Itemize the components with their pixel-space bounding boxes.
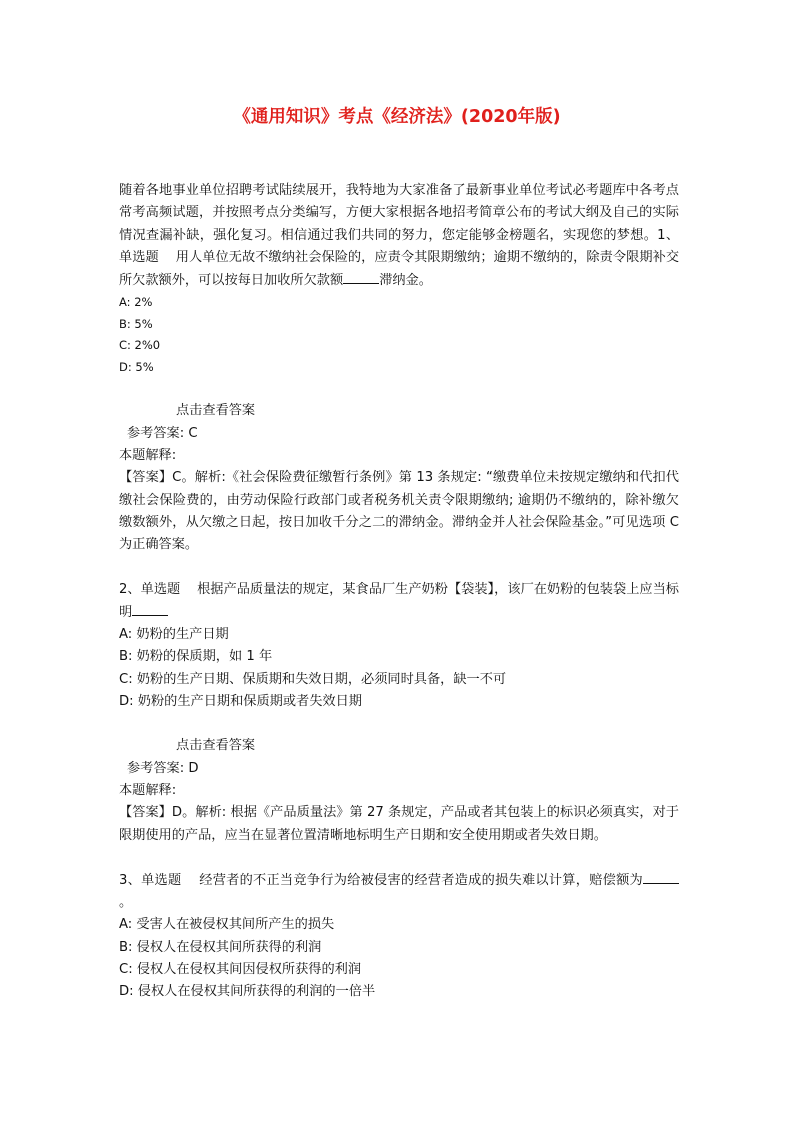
answer-blank [643,869,679,884]
explanation-label: 本题解释: [119,448,177,464]
show-answer-link[interactable]: 点击查看答案 [176,738,256,754]
option-a: A: 受害人在被侵权其间所产生的损失 [119,917,335,933]
question-1-stem-end: 滞纳金。 [379,273,432,289]
intro-text: 随着各地事业单位招聘考试陆续展开，我特地为大家准备了最新事业单位考试必考题库中各考点常考高频试题，并按照考点分类编写，方便大家根据各地招考简章公布的考试大纲及自己的实际情况查漏补缺，强化复习。相信通过我们共同的努力，您定能够金榜题名，实现您的梦想。 [119,183,679,243]
option-a: A: 2% [119,295,153,310]
option-d: D: 奶粉的生产日期和保质期或者失效日期 [119,694,362,710]
explanation-label: 本题解释: [119,782,177,798]
option-b: B: 侵权人在侵权其间所获得的利润 [119,939,322,955]
question-2-stem: 根据产品质量法的规定，某食品厂生产奶粉【袋装】，该厂在奶粉的包装袋上应当标明 [119,581,679,620]
explanation-text: 【答案】D。解析: 根据《产品质量法》第 27 条规定，产品或者其包装上的标识必须真实，对于限期使用的产品，应当在显著位置清晰地标明生产日期和安全使用期或者失效日期。 [119,805,679,843]
option-a: A: 奶粉的生产日期 [119,627,229,643]
option-c: C: 2%0 [119,338,161,353]
question-2-number: 2、单选题 [119,581,181,597]
explanation-text: 【答案】C。解析:《社会保险费征缴暂行条例》第 13 条规定: “缴费单位未按规定缴纳和代扣代缴社会保险费的，由劳动保险行政部门或者税务机关责令限期缴纳; 逾期仍不缴纳的，除补缴欠缴数额外，从欠缴之日起，按日加收千分之二的滞纳金。滞纳金并人社会保险基金。”可见选项 C 为正确答案。 [119,470,679,553]
option-b: B: 5% [119,316,153,331]
option-c: C: 侵权人在侵权其间因侵权所获得的利润 [119,962,362,978]
question-3-stem: 经营者的不正当竞争行为给被侵害的经营者造成的损失难以计算，赔偿额为 [199,872,643,888]
question-3-block [119,869,679,915]
option-d: D: 侵权人在侵权其间所获得的利润的一倍半 [119,984,376,1000]
reference-answer: 参考答案: C [127,425,198,441]
answer-blank [132,601,168,616]
question-1-number: 1、单选题 [119,227,680,265]
show-answer-link[interactable]: 点击查看答案 [176,403,256,419]
question-1-block [119,180,679,292]
document-body [119,180,679,1004]
question-3-number: 3、单选题 [119,872,182,888]
option-b: B: 奶粉的保质期，如 1 年 [119,649,273,665]
reference-answer: 参考答案: D [127,760,199,776]
option-c: C: 奶粉的生产日期、保质期和失效日期，必须同时具备，缺一不可 [119,671,507,687]
question-3-stem-end: 。 [119,895,133,911]
document-title: 《通用知识》考点《经济法》(2020年版) [233,107,561,127]
answer-blank [343,269,379,284]
question-2-block [119,579,679,625]
question-1-stem: 用人单位无故不缴纳社会保险的，应责令其限期缴纳；逾期不缴纳的，除责令限期补交所欠款额外，可以按每日加收所欠款额 [119,249,680,289]
option-d: D: 5% [119,359,154,374]
